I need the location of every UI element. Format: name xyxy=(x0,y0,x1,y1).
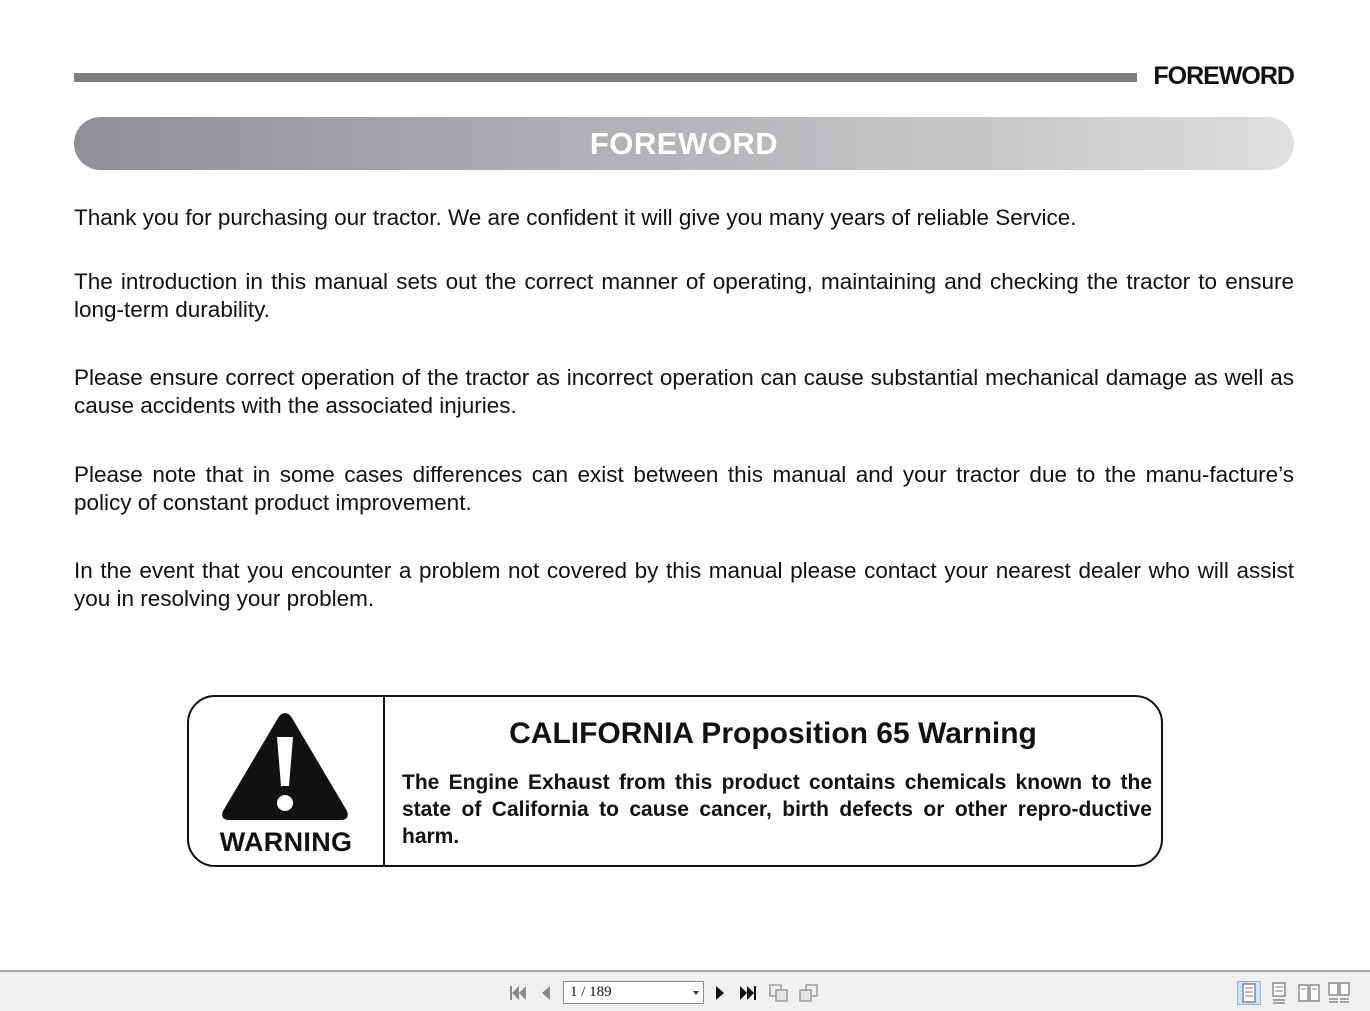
page-number-select[interactable] xyxy=(563,981,704,1004)
facing-pages-view-icon xyxy=(1298,983,1320,1003)
go-forward-icon xyxy=(798,983,820,1003)
single-page-view-icon xyxy=(1241,983,1257,1003)
paragraph-correct-operation: Please ensure correct operation of the tractor as incorrect operation can cause substantial mechanical damage as well as cause accidents with the associated injuries. xyxy=(74,365,1294,418)
header-section-label: FOREWORD xyxy=(1153,62,1294,90)
facing-continuous-view-icon xyxy=(1328,982,1350,1004)
go-back-icon xyxy=(768,983,790,1003)
next-page-button[interactable] xyxy=(708,981,732,1005)
exclamation-triangle-icon xyxy=(219,711,351,823)
next-page-icon xyxy=(712,984,728,1002)
page-indicator: 1 / 189 xyxy=(570,984,612,1000)
paragraph-thanks: Thank you for purchasing our tractor. We are confident it will give you many years of reliable Service. xyxy=(74,205,1077,230)
chevron-down-icon xyxy=(693,991,699,995)
last-page-icon xyxy=(738,984,758,1002)
page-title: FOREWORD xyxy=(589,125,779,161)
go-forward-button[interactable] xyxy=(797,981,821,1005)
warning-title: CALIFORNIA Proposition 65 Warning xyxy=(509,717,1037,750)
go-back-button[interactable] xyxy=(767,981,791,1005)
continuous-view-icon xyxy=(1271,982,1287,1004)
first-page-button[interactable] xyxy=(506,981,530,1005)
paragraph-contact-dealer: In the event that you encounter a problem not covered by this manual please contact your nearest dealer who will assist you in resolving your problem. xyxy=(74,558,1294,611)
last-page-button[interactable] xyxy=(736,981,760,1005)
title-banner xyxy=(74,117,1294,170)
viewer-toolbar xyxy=(0,970,1370,1011)
previous-page-button[interactable] xyxy=(534,981,558,1005)
header-rule xyxy=(74,73,1137,82)
continuous-view-button[interactable] xyxy=(1267,981,1291,1005)
facing-continuous-view-button[interactable] xyxy=(1327,981,1351,1005)
paragraph-introduction: The introduction in this manual sets out the correct manner of operating, maintaining and checking the tractor to ensure long-term durability. xyxy=(74,269,1294,322)
warning-label: WARNING xyxy=(219,827,353,857)
previous-page-icon xyxy=(538,984,554,1002)
single-page-view-button[interactable] xyxy=(1237,981,1261,1005)
facing-pages-view-button[interactable] xyxy=(1297,981,1321,1005)
warning-text: The Engine Exhaust from this product contains chemicals known to the state of California to cause cancer, birth defects or other repro-ductive harm. xyxy=(402,771,1152,848)
paragraph-differences: Please note that in some cases differences can exist between this manual and your tractor due to the manu-facture’s policy of constant product improvement. xyxy=(74,462,1294,515)
prop65-warning-box xyxy=(187,695,1163,867)
first-page-icon xyxy=(508,984,528,1002)
